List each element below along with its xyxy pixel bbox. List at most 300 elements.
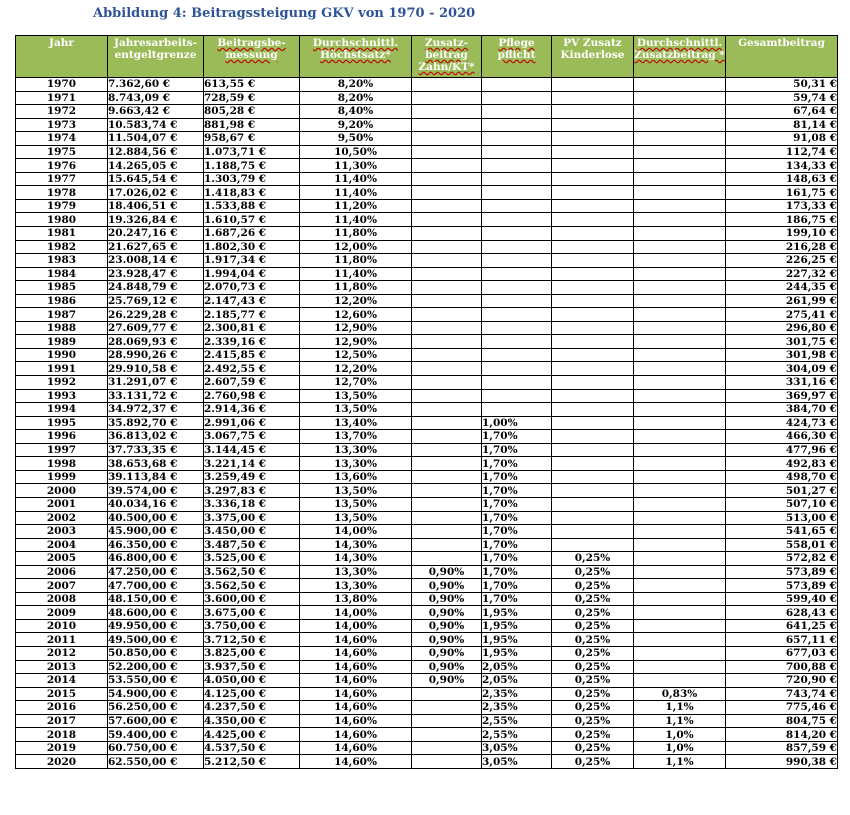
- cell-pflege: 3,05%: [482, 755, 552, 769]
- cell-jahr: 2020: [16, 755, 108, 769]
- cell-jahr: 1985: [16, 281, 108, 295]
- cell-gesamtbeitrag: 59,74 €: [726, 91, 838, 105]
- cell-durchschnittl-zusatz: [634, 538, 726, 552]
- cell-jahr: 1972: [16, 105, 108, 119]
- cell-bbg: 1.802,30 €: [204, 240, 300, 254]
- cell-gesamtbeitrag: 558,01 €: [726, 538, 838, 552]
- cell-zusatzbeitrag: [412, 335, 482, 349]
- cell-zusatzbeitrag: [412, 552, 482, 566]
- cell-jae: 23.928,47 €: [108, 267, 204, 281]
- cell-zusatzbeitrag: [412, 254, 482, 268]
- cell-pflege: 2,05%: [482, 674, 552, 688]
- cell-durchschnittl-zusatz: [634, 579, 726, 593]
- cell-zusatzbeitrag: [412, 443, 482, 457]
- cell-zusatzbeitrag: [412, 348, 482, 362]
- table-row: [16, 484, 838, 498]
- cell-gesamtbeitrag: 186,75 €: [726, 213, 838, 227]
- cell-bbg: 2.607,59 €: [204, 376, 300, 390]
- cell-bbg: 3.712,50 €: [204, 633, 300, 647]
- cell-gesamtbeitrag: 641,25 €: [726, 619, 838, 633]
- cell-durchschnittl-zusatz: 0,83%: [634, 687, 726, 701]
- header-beitragsbemessung-text: Beitragsbe-messung: [217, 37, 286, 61]
- cell-gesamtbeitrag: 67,64 €: [726, 105, 838, 119]
- cell-pflege: 1,70%: [482, 511, 552, 525]
- cell-hoechstsatz: 13,30%: [300, 565, 412, 579]
- cell-gesamtbeitrag: 244,35 €: [726, 281, 838, 295]
- cell-gesamtbeitrag: 301,98 €: [726, 348, 838, 362]
- cell-pv-zusatz: [552, 538, 634, 552]
- cell-durchschnittl-zusatz: [634, 199, 726, 213]
- cell-hoechstsatz: 11,80%: [300, 254, 412, 268]
- cell-hoechstsatz: 12,00%: [300, 240, 412, 254]
- cell-bbg: 3.825,00 €: [204, 646, 300, 660]
- cell-jahr: 2015: [16, 687, 108, 701]
- table-row: [16, 118, 838, 132]
- cell-pv-zusatz: [552, 240, 634, 254]
- table-row: [16, 511, 838, 525]
- cell-pflege: [482, 159, 552, 173]
- table-row: [16, 376, 838, 390]
- cell-pflege: [482, 240, 552, 254]
- cell-pv-zusatz: [552, 199, 634, 213]
- table-row: [16, 592, 838, 606]
- cell-hoechstsatz: 13,30%: [300, 579, 412, 593]
- cell-gesamtbeitrag: 541,65 €: [726, 525, 838, 539]
- cell-jae: 54.900,00 €: [108, 687, 204, 701]
- cell-bbg: 5.212,50 €: [204, 755, 300, 769]
- cell-pflege: 1,70%: [482, 525, 552, 539]
- cell-durchschnittl-zusatz: [634, 457, 726, 471]
- cell-hoechstsatz: 10,50%: [300, 145, 412, 159]
- cell-jae: 49.500,00 €: [108, 633, 204, 647]
- table-row: [16, 606, 838, 620]
- cell-jahr: 1975: [16, 145, 108, 159]
- cell-pflege: 2,55%: [482, 714, 552, 728]
- cell-durchschnittl-zusatz: [634, 348, 726, 362]
- cell-durchschnittl-zusatz: [634, 430, 726, 444]
- cell-jae: 57.600,00 €: [108, 714, 204, 728]
- cell-jahr: 2010: [16, 619, 108, 633]
- cell-pflege: [482, 213, 552, 227]
- cell-bbg: 3.144,45 €: [204, 443, 300, 457]
- cell-pflege: [482, 105, 552, 119]
- cell-zusatzbeitrag: [412, 294, 482, 308]
- header-gesamtbeitrag: Gesamtbeitrag: [726, 36, 838, 78]
- cell-jae: 38.653,68 €: [108, 457, 204, 471]
- cell-zusatzbeitrag: [412, 78, 482, 92]
- contribution-table: [15, 35, 838, 769]
- cell-zusatzbeitrag: [412, 186, 482, 200]
- table-row: [16, 525, 838, 539]
- cell-bbg: 3.450,00 €: [204, 525, 300, 539]
- cell-jae: 47.700,00 €: [108, 579, 204, 593]
- cell-pv-zusatz: 0,25%: [552, 714, 634, 728]
- cell-gesamtbeitrag: 498,70 €: [726, 470, 838, 484]
- table-row: [16, 199, 838, 213]
- cell-pflege: 2,55%: [482, 728, 552, 742]
- cell-zusatzbeitrag: [412, 172, 482, 186]
- table-row: [16, 91, 838, 105]
- cell-zusatzbeitrag: [412, 511, 482, 525]
- table-row: [16, 470, 838, 484]
- cell-pv-zusatz: [552, 335, 634, 349]
- cell-gesamtbeitrag: 507,10 €: [726, 497, 838, 511]
- cell-gesamtbeitrag: 275,41 €: [726, 308, 838, 322]
- cell-pv-zusatz: [552, 281, 634, 295]
- table-row: [16, 687, 838, 701]
- cell-hoechstsatz: 13,50%: [300, 511, 412, 525]
- cell-hoechstsatz: 12,20%: [300, 294, 412, 308]
- cell-jahr: 1982: [16, 240, 108, 254]
- cell-bbg: 1.533,88 €: [204, 199, 300, 213]
- cell-hoechstsatz: 14,30%: [300, 538, 412, 552]
- table-row: [16, 728, 838, 742]
- cell-durchschnittl-zusatz: [634, 321, 726, 335]
- table-row: [16, 78, 838, 92]
- cell-bbg: 3.937,50 €: [204, 660, 300, 674]
- cell-pv-zusatz: 0,25%: [552, 552, 634, 566]
- cell-jae: 40.500,00 €: [108, 511, 204, 525]
- cell-zusatzbeitrag: 0,90%: [412, 619, 482, 633]
- cell-bbg: 4.350,00 €: [204, 714, 300, 728]
- cell-zusatzbeitrag: [412, 308, 482, 322]
- table-row: [16, 267, 838, 281]
- cell-durchschnittl-zusatz: [634, 335, 726, 349]
- cell-zusatzbeitrag: [412, 470, 482, 484]
- cell-jahr: 2018: [16, 728, 108, 742]
- cell-jahr: 2007: [16, 579, 108, 593]
- cell-pv-zusatz: [552, 267, 634, 281]
- cell-pv-zusatz: [552, 348, 634, 362]
- cell-bbg: 3.067,75 €: [204, 430, 300, 444]
- cell-bbg: 1.917,34 €: [204, 254, 300, 268]
- table-row: [16, 308, 838, 322]
- cell-bbg: 4.125,00 €: [204, 687, 300, 701]
- cell-jahr: 1992: [16, 376, 108, 390]
- cell-pflege: 1,70%: [482, 484, 552, 498]
- cell-zusatzbeitrag: [412, 240, 482, 254]
- cell-zusatzbeitrag: [412, 105, 482, 119]
- cell-durchschnittl-zusatz: [634, 619, 726, 633]
- cell-bbg: 2.492,55 €: [204, 362, 300, 376]
- cell-durchschnittl-zusatz: [634, 91, 726, 105]
- cell-durchschnittl-zusatz: [634, 362, 726, 376]
- header-hoechstsatz-text: Durchschnittl. Höchstsatz*: [312, 37, 399, 61]
- cell-jahr: 2002: [16, 511, 108, 525]
- cell-bbg: 958,67 €: [204, 132, 300, 146]
- cell-jahr: 2003: [16, 525, 108, 539]
- cell-pv-zusatz: 0,25%: [552, 606, 634, 620]
- cell-bbg: 3.297,83 €: [204, 484, 300, 498]
- cell-hoechstsatz: 11,40%: [300, 267, 412, 281]
- cell-durchschnittl-zusatz: [634, 674, 726, 688]
- cell-jae: 45.900,00 €: [108, 525, 204, 539]
- cell-hoechstsatz: 13,50%: [300, 484, 412, 498]
- table-row: [16, 755, 838, 769]
- cell-durchschnittl-zusatz: [634, 525, 726, 539]
- cell-jahr: 1973: [16, 118, 108, 132]
- cell-jahr: 2008: [16, 592, 108, 606]
- cell-hoechstsatz: 14,60%: [300, 714, 412, 728]
- cell-pv-zusatz: 0,25%: [552, 755, 634, 769]
- cell-durchschnittl-zusatz: [634, 281, 726, 295]
- cell-durchschnittl-zusatz: 1,0%: [634, 728, 726, 742]
- cell-pflege: [482, 321, 552, 335]
- cell-jahr: 2006: [16, 565, 108, 579]
- cell-pv-zusatz: [552, 105, 634, 119]
- cell-jae: 39.574,00 €: [108, 484, 204, 498]
- cell-jae: 29.910,58 €: [108, 362, 204, 376]
- cell-hoechstsatz: 13,50%: [300, 403, 412, 417]
- cell-pv-zusatz: [552, 254, 634, 268]
- cell-pv-zusatz: [552, 484, 634, 498]
- cell-jahr: 2000: [16, 484, 108, 498]
- cell-jahr: 2009: [16, 606, 108, 620]
- cell-durchschnittl-zusatz: [634, 118, 726, 132]
- cell-pflege: 2,35%: [482, 687, 552, 701]
- cell-bbg: 4.537,50 €: [204, 741, 300, 755]
- cell-pv-zusatz: [552, 403, 634, 417]
- table-row: [16, 172, 838, 186]
- cell-gesamtbeitrag: 572,82 €: [726, 552, 838, 566]
- table-row: [16, 674, 838, 688]
- cell-jae: 28.069,93 €: [108, 335, 204, 349]
- cell-hoechstsatz: 12,90%: [300, 335, 412, 349]
- cell-bbg: 2.185,77 €: [204, 308, 300, 322]
- table-row: [16, 497, 838, 511]
- header-pv-zusatz: PV Zusatz Kinderlose: [552, 36, 634, 78]
- header-durchschnittl-zusatzbeitrag-text: Durchschnittl. Zusatzbeitrag *: [634, 37, 725, 61]
- cell-hoechstsatz: 14,60%: [300, 687, 412, 701]
- cell-zusatzbeitrag: 0,90%: [412, 646, 482, 660]
- cell-jahr: 1997: [16, 443, 108, 457]
- cell-jae: 39.113,84 €: [108, 470, 204, 484]
- table-row: [16, 552, 838, 566]
- cell-jae: 46.800,00 €: [108, 552, 204, 566]
- cell-durchschnittl-zusatz: [634, 646, 726, 660]
- cell-zusatzbeitrag: 0,90%: [412, 592, 482, 606]
- cell-bbg: 1.188,75 €: [204, 159, 300, 173]
- cell-bbg: 881,98 €: [204, 118, 300, 132]
- cell-pv-zusatz: [552, 430, 634, 444]
- cell-pflege: 2,05%: [482, 660, 552, 674]
- table-row: [16, 741, 838, 755]
- cell-zusatzbeitrag: [412, 497, 482, 511]
- cell-hoechstsatz: 14,60%: [300, 660, 412, 674]
- cell-zusatzbeitrag: [412, 457, 482, 471]
- cell-hoechstsatz: 13,30%: [300, 443, 412, 457]
- cell-jae: 20.247,16 €: [108, 227, 204, 241]
- cell-bbg: 3.221,14 €: [204, 457, 300, 471]
- cell-hoechstsatz: 12,60%: [300, 308, 412, 322]
- table-row: [16, 403, 838, 417]
- cell-pv-zusatz: 0,25%: [552, 646, 634, 660]
- cell-jae: 46.350,00 €: [108, 538, 204, 552]
- cell-pflege: [482, 254, 552, 268]
- cell-pflege: [482, 78, 552, 92]
- cell-gesamtbeitrag: 50,31 €: [726, 78, 838, 92]
- cell-bbg: 3.600,00 €: [204, 592, 300, 606]
- cell-durchschnittl-zusatz: [634, 227, 726, 241]
- cell-jahr: 2001: [16, 497, 108, 511]
- cell-jahr: 2019: [16, 741, 108, 755]
- table-body: [16, 78, 838, 769]
- cell-jahr: 1976: [16, 159, 108, 173]
- cell-gesamtbeitrag: 199,10 €: [726, 227, 838, 241]
- cell-zusatzbeitrag: 0,90%: [412, 606, 482, 620]
- cell-gesamtbeitrag: 573,89 €: [726, 579, 838, 593]
- cell-jahr: 1991: [16, 362, 108, 376]
- cell-zusatzbeitrag: [412, 403, 482, 417]
- cell-bbg: 2.300,81 €: [204, 321, 300, 335]
- cell-zusatzbeitrag: 0,90%: [412, 660, 482, 674]
- cell-pflege: 1,95%: [482, 619, 552, 633]
- cell-durchschnittl-zusatz: [634, 308, 726, 322]
- cell-bbg: 2.339,16 €: [204, 335, 300, 349]
- table-row: [16, 538, 838, 552]
- cell-durchschnittl-zusatz: 1,1%: [634, 701, 726, 715]
- cell-jahr: 1978: [16, 186, 108, 200]
- cell-hoechstsatz: 13,50%: [300, 497, 412, 511]
- cell-zusatzbeitrag: [412, 701, 482, 715]
- cell-jahr: 1989: [16, 335, 108, 349]
- table-row: [16, 579, 838, 593]
- cell-pflege: [482, 118, 552, 132]
- cell-jae: 23.008,14 €: [108, 254, 204, 268]
- cell-zusatzbeitrag: [412, 376, 482, 390]
- header-jahr: Jahr: [16, 36, 108, 78]
- cell-jae: 11.504,07 €: [108, 132, 204, 146]
- cell-pflege: [482, 186, 552, 200]
- cell-jahr: 2012: [16, 646, 108, 660]
- cell-gesamtbeitrag: 814,20 €: [726, 728, 838, 742]
- cell-pflege: 1,70%: [482, 552, 552, 566]
- cell-bbg: 1.073,71 €: [204, 145, 300, 159]
- cell-hoechstsatz: 8,40%: [300, 105, 412, 119]
- cell-pv-zusatz: [552, 132, 634, 146]
- cell-zusatzbeitrag: [412, 728, 482, 742]
- cell-jahr: 1979: [16, 199, 108, 213]
- table-row: [16, 443, 838, 457]
- cell-jahr: 1993: [16, 389, 108, 403]
- cell-gesamtbeitrag: 227,32 €: [726, 267, 838, 281]
- cell-pv-zusatz: [552, 78, 634, 92]
- cell-jahr: 1980: [16, 213, 108, 227]
- cell-bbg: 3.487,50 €: [204, 538, 300, 552]
- cell-hoechstsatz: 14,00%: [300, 619, 412, 633]
- cell-bbg: 3.525,00 €: [204, 552, 300, 566]
- cell-durchschnittl-zusatz: [634, 633, 726, 647]
- cell-gesamtbeitrag: 573,89 €: [726, 565, 838, 579]
- cell-pflege: [482, 281, 552, 295]
- cell-bbg: 4.050,00 €: [204, 674, 300, 688]
- cell-durchschnittl-zusatz: 1,0%: [634, 741, 726, 755]
- table-row: [16, 701, 838, 715]
- cell-gesamtbeitrag: 466,30 €: [726, 430, 838, 444]
- cell-pv-zusatz: [552, 416, 634, 430]
- cell-hoechstsatz: 12,90%: [300, 321, 412, 335]
- cell-pflege: [482, 199, 552, 213]
- cell-pv-zusatz: [552, 321, 634, 335]
- cell-pflege: 1,95%: [482, 646, 552, 660]
- cell-durchschnittl-zusatz: [634, 105, 726, 119]
- cell-durchschnittl-zusatz: [634, 254, 726, 268]
- cell-pflege: [482, 91, 552, 105]
- cell-durchschnittl-zusatz: 1,1%: [634, 755, 726, 769]
- cell-pflege: [482, 335, 552, 349]
- cell-durchschnittl-zusatz: [634, 240, 726, 254]
- cell-hoechstsatz: 12,20%: [300, 362, 412, 376]
- cell-hoechstsatz: 14,00%: [300, 525, 412, 539]
- cell-gesamtbeitrag: 775,46 €: [726, 701, 838, 715]
- cell-pv-zusatz: [552, 308, 634, 322]
- table-row: [16, 714, 838, 728]
- cell-jae: 62.550,00 €: [108, 755, 204, 769]
- cell-jae: 33.131,72 €: [108, 389, 204, 403]
- cell-pv-zusatz: [552, 389, 634, 403]
- cell-pflege: [482, 172, 552, 186]
- table-row: [16, 281, 838, 295]
- cell-bbg: 2.991,06 €: [204, 416, 300, 430]
- cell-bbg: 2.070,73 €: [204, 281, 300, 295]
- cell-jahr: 1996: [16, 430, 108, 444]
- cell-durchschnittl-zusatz: [634, 145, 726, 159]
- cell-gesamtbeitrag: 677,03 €: [726, 646, 838, 660]
- cell-zusatzbeitrag: [412, 91, 482, 105]
- table-row: [16, 660, 838, 674]
- figure-title: Abbildung 4: Beitragssteigung GKV von 1970 - 2020: [93, 6, 476, 21]
- cell-pflege: 1,70%: [482, 497, 552, 511]
- cell-hoechstsatz: 14,60%: [300, 755, 412, 769]
- cell-durchschnittl-zusatz: [634, 484, 726, 498]
- cell-jae: 24.848,79 €: [108, 281, 204, 295]
- cell-pv-zusatz: [552, 91, 634, 105]
- cell-jahr: 1983: [16, 254, 108, 268]
- table-row: [16, 362, 838, 376]
- cell-pflege: 1,70%: [482, 538, 552, 552]
- cell-pv-zusatz: 0,25%: [552, 565, 634, 579]
- cell-jae: 52.200,00 €: [108, 660, 204, 674]
- cell-jahr: 1986: [16, 294, 108, 308]
- cell-hoechstsatz: 14,30%: [300, 552, 412, 566]
- cell-jae: 8.743,09 €: [108, 91, 204, 105]
- cell-pv-zusatz: [552, 443, 634, 457]
- cell-hoechstsatz: 14,60%: [300, 674, 412, 688]
- cell-jahr: 1988: [16, 321, 108, 335]
- table-row: [16, 416, 838, 430]
- cell-hoechstsatz: 12,70%: [300, 376, 412, 390]
- cell-jae: 18.406,51 €: [108, 199, 204, 213]
- cell-hoechstsatz: 14,60%: [300, 701, 412, 715]
- cell-gesamtbeitrag: 424,73 €: [726, 416, 838, 430]
- cell-pflege: [482, 227, 552, 241]
- cell-zusatzbeitrag: [412, 145, 482, 159]
- cell-jahr: 2011: [16, 633, 108, 647]
- cell-hoechstsatz: 11,80%: [300, 281, 412, 295]
- table-row: [16, 321, 838, 335]
- cell-jae: 7.362,60 €: [108, 78, 204, 92]
- cell-hoechstsatz: 12,50%: [300, 348, 412, 362]
- cell-jae: 25.769,12 €: [108, 294, 204, 308]
- cell-pflege: [482, 376, 552, 390]
- cell-hoechstsatz: 11,40%: [300, 213, 412, 227]
- header-hoechstsatz: [300, 36, 412, 78]
- cell-pv-zusatz: [552, 172, 634, 186]
- cell-pv-zusatz: [552, 227, 634, 241]
- cell-jae: 56.250,00 €: [108, 701, 204, 715]
- cell-hoechstsatz: 14,60%: [300, 646, 412, 660]
- cell-durchschnittl-zusatz: [634, 403, 726, 417]
